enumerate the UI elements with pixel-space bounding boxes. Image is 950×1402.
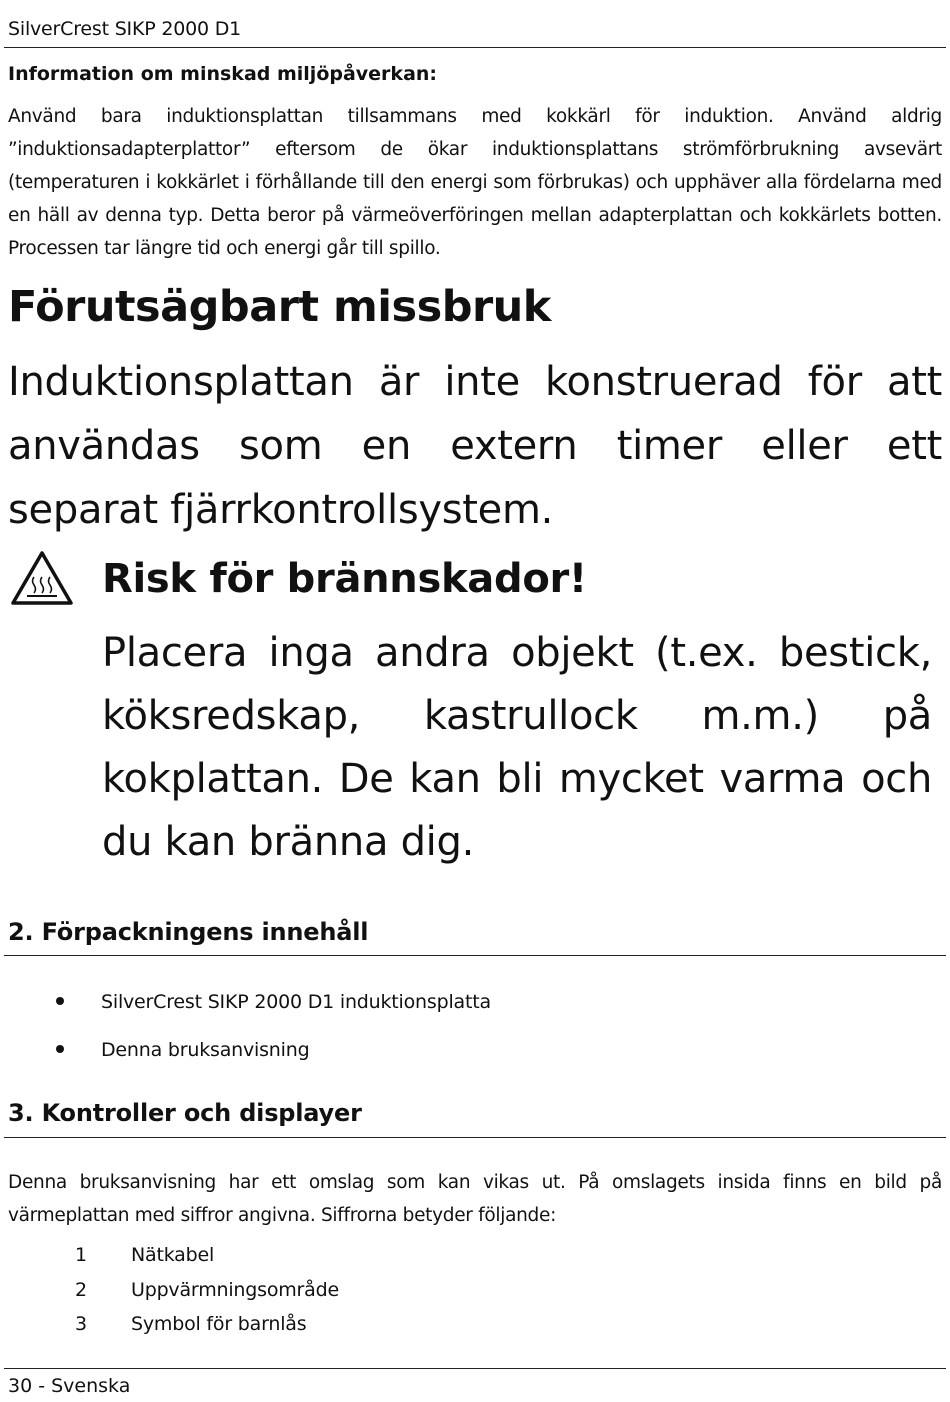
- list-item-label: SilverCrest SIKP 2000 D1 induktionsplatta: [101, 991, 491, 1013]
- controls-paragraph: Denna bruksanvisning har ett omslag som kan vikas ut. På omslagets insida finns en bild på värmeplattan med siffror angivna. Siffrorna betyder följande:: [8, 1172, 942, 1226]
- controls-divider: [4, 1137, 946, 1138]
- environment-heading: Information om minskad miljöpåverkan:: [8, 63, 438, 85]
- page-number: 30 - Svenska: [8, 1375, 131, 1397]
- list-item: [0, 1238, 900, 1273]
- list-item: [0, 980, 900, 1028]
- hot-surface-warning-icon: [10, 550, 74, 606]
- misuse-heading: Förutsägbart missbruk: [8, 282, 551, 332]
- list-item-label: Denna bruksanvisning: [101, 1039, 310, 1061]
- footer-divider: [4, 1368, 946, 1369]
- warning-paragraph: Placera inga andra objekt (t.ex. bestick, köksredskap, kastrullock m.m.) på kokplattan. De kan bli mycket varma och du kan bränna dig.: [102, 630, 932, 865]
- bullet-icon: [56, 1045, 64, 1053]
- controls-heading: 3. Kontroller och displayer: [8, 1099, 362, 1127]
- bullet-icon: [56, 997, 64, 1005]
- item-label: Uppvärmningsområde: [131, 1278, 339, 1301]
- item-number: 2: [75, 1278, 87, 1301]
- environment-paragraph: Använd bara induktionsplattan tillsammans med kokkärl för induktion. Använd aldrig ”induktionsadapterplattor” eftersom de ökar induktionsplattans strömförbrukning avsevärt (temperaturen i kokkärlet i förhållande till den energi som förbrukas) och upphäver alla fördelarna med en häll av denna typ. Detta beror på värmeöverföringen mellan adapterplattan och kokkärlets botten. Processen tar längre tid och energi går till spillo.: [8, 106, 942, 259]
- controls-list: [0, 1238, 900, 1342]
- header-divider: [4, 47, 946, 48]
- list-item: [0, 1028, 900, 1076]
- page-header: SilverCrest SIKP 2000 D1: [8, 18, 242, 40]
- item-number: 1: [75, 1244, 87, 1266]
- item-label: Nätkabel: [131, 1244, 215, 1266]
- item-label: Symbol för barnlås: [131, 1313, 307, 1335]
- item-number: 3: [75, 1313, 87, 1335]
- package-heading: 2. Förpackningens innehåll: [8, 918, 369, 946]
- warning-heading: Risk för brännskador!: [102, 556, 587, 602]
- misuse-paragraph: Induktionsplattan är inte konstruerad för att användas som en extern timer eller ett separat fjärrkontrollsystem.: [8, 359, 942, 533]
- package-divider: [4, 955, 946, 956]
- package-list: [0, 980, 900, 1076]
- list-item: [0, 1273, 900, 1308]
- list-item: [0, 1307, 900, 1342]
